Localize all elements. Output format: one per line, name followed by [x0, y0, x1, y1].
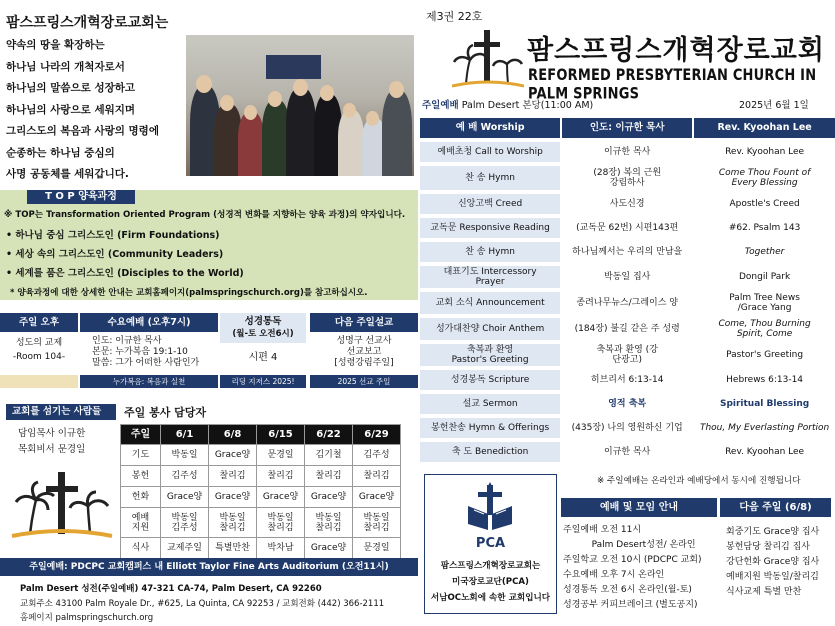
pca-description — [424, 558, 557, 606]
pca-logo-text: PCA — [475, 536, 506, 551]
order-korean: 히브리서 6:13-14 — [590, 374, 664, 385]
order-item: 찬 송 Hymn — [420, 242, 560, 262]
order-english: Pastor's Greeting — [726, 349, 804, 360]
table-row — [121, 466, 401, 487]
schedule-cell: 박동일 — [161, 445, 209, 466]
schedule-cell: 문경일 — [353, 538, 401, 559]
meetings-heading: 예배 및 모임 안내 — [561, 498, 717, 517]
sunday-afternoon-body — [0, 336, 78, 364]
order-korean: 사도신경 — [609, 198, 645, 209]
schedule-cell: 박동일 찰리김 — [353, 508, 401, 538]
sunday-afternoon-heading: 주일 오후 — [0, 313, 78, 332]
order-korean: 하나님께서는 우리의 만남을 — [572, 246, 683, 257]
column-line: 말씀: 그가 어떠한 사람인가 — [92, 358, 200, 368]
order-header-cell: 예 배 Worship — [420, 118, 560, 138]
table-row — [121, 445, 401, 466]
order-english: Hebrews 6:13-14 — [726, 374, 804, 385]
order-header-cell: Rev. Kyoohan Lee — [694, 118, 835, 138]
top-program-note: * 양육과정에 대한 상세한 안내는 교회홈페이지(palmspringschurch.org)를 참고하십시오. — [10, 288, 368, 298]
intro-line: 순종하는 하나님 중심의 — [6, 146, 115, 159]
table-row — [420, 318, 835, 340]
staff-line: 담임목사 이규한 — [18, 428, 86, 439]
order-english: Thou, My Everlasting Portion — [699, 422, 830, 433]
schedule-cell: Grace양 — [305, 487, 353, 508]
schedule-header-cell: 6/1 — [161, 425, 209, 445]
photo-person — [338, 110, 364, 176]
table-row — [420, 292, 835, 314]
next-week-line: 회중기도 Grace양 집사 — [726, 527, 820, 537]
schedule-cell: 박동일 김주성 — [161, 508, 209, 538]
table-row — [420, 242, 835, 262]
next-week-line: 식사교제 특별 만찬 — [726, 587, 802, 597]
top-program-item: • 세상 속의 그리스도인 (Community Leaders) — [6, 249, 224, 260]
order-korean: (184장) 불길 같은 주 성령 — [574, 323, 680, 334]
photo-banner — [266, 55, 321, 79]
church-name-korean: 팜스프링스개혁장로교회 — [527, 35, 825, 66]
table-row — [420, 142, 835, 162]
sunday-location-bar: 주일예배: PDCPC 교회캠퍼스 내 Elliott Taylor Fine Arts Auditorium (오전11시) — [0, 558, 418, 576]
congregation-photo — [186, 35, 414, 176]
table-row — [420, 442, 835, 462]
top-program-heading: T O P 양육과정 — [27, 190, 135, 204]
schedule-cell: 박차남 — [257, 538, 305, 559]
schedule-heading: 주일 봉사 담당자 — [124, 406, 207, 419]
intro-line: 하나님의 사랑으로 세워지며 — [6, 103, 136, 116]
order-of-worship — [420, 114, 835, 466]
column-line: 인도: 이규한 목사 — [92, 336, 162, 346]
schedule-cell: 김주성 — [353, 445, 401, 466]
schedule-header-cell: 6/15 — [257, 425, 305, 445]
order-header-cell: 인도: 이규한 목사 — [560, 118, 694, 138]
bible-reading-body: 시편 4 — [248, 352, 278, 363]
schedule-cell: 예배 지원 — [121, 508, 161, 538]
intro-line: 그리스도의 복음과 사랑의 명령에 — [6, 125, 159, 137]
staff-heading: 교회를 섬기는 사람들 — [6, 404, 116, 420]
column-strip: 리딩 지저스 2025! — [220, 375, 306, 388]
order-korean: 박동일 집사 — [604, 271, 651, 282]
table-row — [121, 487, 401, 508]
order-item: 예배초청 Call to Worship — [420, 142, 560, 162]
intro-line: 하나님 나라의 개척자로서 — [6, 60, 125, 73]
intro-title: 팜스프링스개혁장로교회는 — [6, 15, 169, 31]
schedule-cell: Grace양 — [209, 445, 257, 466]
bible-reading-title: 성경통독 — [244, 316, 282, 327]
volume-number: 제3권 22호 — [426, 10, 483, 23]
wednesday-service-body — [92, 336, 199, 369]
schedule-cell: 김기철 — [305, 445, 353, 466]
schedule-header-cell: 6/29 — [353, 425, 401, 445]
order-item: 성경봉독 Scripture — [420, 370, 560, 390]
address-line: Palm Desert 성전(주일예배) 47-321 CA-74, Palm Desert, CA 92260 — [20, 584, 322, 594]
schedule-cell: 봉헌 — [121, 466, 161, 487]
order-item: 교독문 Responsive Reading — [420, 218, 560, 238]
order-korean: (교독문 62번) 시편143편 — [576, 222, 679, 233]
schedule-cell: Grace양 — [305, 538, 353, 559]
order-korean: (28장) 복의 근원 강림하사 — [593, 167, 662, 188]
order-korean: 이규한 목사 — [604, 446, 651, 457]
intro-statement — [6, 35, 181, 186]
table-row — [420, 394, 835, 414]
order-item: 봉헌찬송 Hymn & Offerings — [420, 418, 560, 438]
order-english: Rev. Kyoohan Lee — [725, 446, 805, 457]
bible-reading-time: (월-토 오전6시) — [232, 329, 294, 339]
order-header-row — [420, 118, 835, 138]
schedule-cell: Grace양 — [161, 487, 209, 508]
address-line: 교회주소 43100 Palm Royale Dr., #625, La Quinta, CA 92253 / 교회전화 (442) 366-2111 — [20, 599, 385, 609]
sermon-title-korean: 영적 축복 — [608, 398, 647, 409]
schedule-header-cell: 주일 — [121, 425, 161, 445]
column-strip: 2025 선교 주일 — [310, 375, 418, 388]
schedule-table — [120, 424, 401, 559]
order-korean: 이규한 목사 — [604, 146, 651, 157]
next-week-line: 예배지원 박동일/찰리김 — [726, 572, 819, 582]
schedule-cell: 기도 — [121, 445, 161, 466]
homepage-line: 홈페이지 palmspringschurch.org — [20, 613, 154, 623]
column-line: 성도의 교제 — [15, 338, 63, 348]
schedule-cell: 교제주일 — [161, 538, 209, 559]
order-item: 설교 Sermon — [420, 394, 560, 414]
schedule-cell: Grace양 — [257, 487, 305, 508]
next-sermon-heading: 다음 주일설교 — [310, 313, 418, 332]
schedule-cell: 김주성 — [161, 466, 209, 487]
order-english: Together — [744, 246, 785, 257]
intro-line: 사명 공동체를 세워갑니다. — [6, 168, 129, 180]
staff-list — [18, 426, 85, 458]
photo-person — [382, 90, 412, 176]
column-line: 본문: 누가복음 19:1-10 — [92, 347, 188, 357]
top-program-box — [0, 190, 418, 300]
meetings-list — [563, 523, 702, 613]
top-program-intro: ※ TOP는 Transformation Oriented Program (성경적 변화를 지향하는 양육 과정)의 약자입니다. — [4, 210, 406, 220]
order-item: 성가대찬양 Choir Anthem — [420, 318, 560, 340]
order-korean: 축복과 환영 (강단광고) — [596, 344, 658, 365]
order-item: 축복과 환영 Pastor's Greeting — [420, 344, 560, 366]
table-row — [420, 266, 835, 288]
pca-line: 팜스프링스개혁장로교회는 — [440, 561, 541, 571]
order-english: Come Thou Fount of Every Blessing — [718, 167, 811, 188]
order-item: 신앙고백 Creed — [420, 194, 560, 214]
next-week-list — [726, 525, 819, 600]
schedule-cell: 헌화 — [121, 487, 161, 508]
table-row — [121, 508, 401, 538]
photo-person — [286, 88, 316, 176]
column-line: 선교보고 — [346, 347, 382, 357]
online-note: ※ 주일예배는 온라인과 예배당에서 동시에 진행됩니다 — [597, 476, 801, 486]
schedule-cell: 문경일 — [257, 445, 305, 466]
order-english: #62. Psalm 143 — [728, 222, 801, 233]
table-row — [420, 344, 835, 366]
staff-line: 목회비서 문경일 — [18, 444, 86, 455]
meeting-line: 성경통독 오전 6시 온라인(월-토) — [563, 585, 692, 595]
meeting-line: 성경공부 커피브레이크 (별도공지) — [563, 600, 698, 610]
table-row — [420, 418, 835, 438]
order-english: Dongil Park — [739, 271, 791, 282]
schedule-cell: 식사 — [121, 538, 161, 559]
wednesday-service-heading: 수요예배 (오후7시) — [80, 313, 218, 332]
meeting-line: 수요예배 오후 7시 온라인 — [563, 570, 665, 580]
service-place: Palm Desert 본당(11:00 AM) — [458, 100, 594, 111]
column-line: [성령강림주일] — [334, 358, 394, 368]
sermon-title-english: Spiritual Blessing — [719, 398, 810, 409]
schedule-header-cell: 6/8 — [209, 425, 257, 445]
schedule-cell: 찰리김 — [305, 466, 353, 487]
schedule-cell: 박동일 찰리김 — [209, 508, 257, 538]
schedule-cell: 박동일 찰리김 — [257, 508, 305, 538]
order-korean: 종려나무뉴스/그레이스 양 — [576, 297, 678, 308]
schedule-cell: 찰리김 — [353, 466, 401, 487]
photo-person — [238, 112, 264, 176]
next-week-heading: 다음 주일 (6/8) — [720, 498, 831, 517]
pca-line: 미국장로교단(PCA) — [452, 577, 529, 587]
meeting-line: 주일예배 오전 11시 — [563, 525, 642, 535]
service-label: 주일예배 — [422, 100, 459, 111]
meeting-line: 주일학교 오전 10시 (PDCPC 교회) — [563, 555, 702, 565]
church-logo-icon — [452, 28, 524, 90]
church-name-english: REFORMED PRESBYTERIAN CHURCH IN PALM SPRINGS — [528, 66, 817, 104]
table-row — [420, 194, 835, 214]
meeting-line: Palm Desert성전/ 온라인 — [563, 540, 696, 550]
schedule-cell: Grace양 — [209, 487, 257, 508]
schedule-cell: 찰리김 — [209, 466, 257, 487]
bible-reading-heading — [220, 313, 306, 343]
order-item: 대표기도 Intercessory Prayer — [420, 266, 560, 288]
order-korean: (435장) 나의 영원하신 기업 — [571, 422, 683, 433]
column-line: 성명구 선교사 — [336, 336, 392, 346]
order-english: Palm Tree News /Grace Yang — [729, 292, 800, 313]
service-date: 2025년 6월 1일 — [739, 100, 809, 111]
schedule-cell: 특별만찬 — [209, 538, 257, 559]
table-row — [121, 538, 401, 559]
next-week-line: 강단헌화 Grace양 집사 — [726, 557, 820, 567]
table-row — [420, 218, 835, 238]
column-line: -Room 104- — [12, 352, 66, 362]
pca-line: 서남OC노회에 속한 교회입니다 — [430, 593, 551, 603]
column-strip: 누가복음: 복음과 실천 — [80, 375, 218, 388]
order-item: 교회 소식 Announcement — [420, 292, 560, 314]
schedule-header-cell: 6/22 — [305, 425, 353, 445]
table-row — [420, 370, 835, 390]
top-program-item: • 세계를 품은 그리스도인 (Disciples to the World) — [6, 268, 244, 279]
schedule-cell: Grace양 — [353, 487, 401, 508]
schedule-cell: 박동일 찰리김 — [305, 508, 353, 538]
table-row — [420, 166, 835, 190]
intro-line: 하나님의 말씀으로 성장하고 — [6, 82, 136, 94]
order-english: Apostle's Creed — [729, 198, 800, 209]
order-item: 축 도 Benediction — [420, 442, 560, 462]
schedule-header-row — [121, 425, 401, 445]
top-program-item: • 하나님 중심 그리스도인 (Firm Foundations) — [6, 230, 220, 241]
service-info — [422, 97, 593, 111]
order-item: 찬 송 Hymn — [420, 166, 560, 190]
schedule-cell: 찰리김 — [257, 466, 305, 487]
next-sermon-body — [310, 336, 418, 369]
next-week-line: 봉헌담당 찰리김 집사 — [726, 542, 810, 552]
cross-palm-icon — [10, 466, 114, 542]
column-strip — [0, 375, 78, 388]
order-english: Come, Thou Burning Spirit, Come — [718, 318, 811, 339]
order-english: Rev. Kyoohan Lee — [725, 146, 805, 157]
intro-line: 약속의 땅을 확장하는 — [6, 39, 105, 51]
